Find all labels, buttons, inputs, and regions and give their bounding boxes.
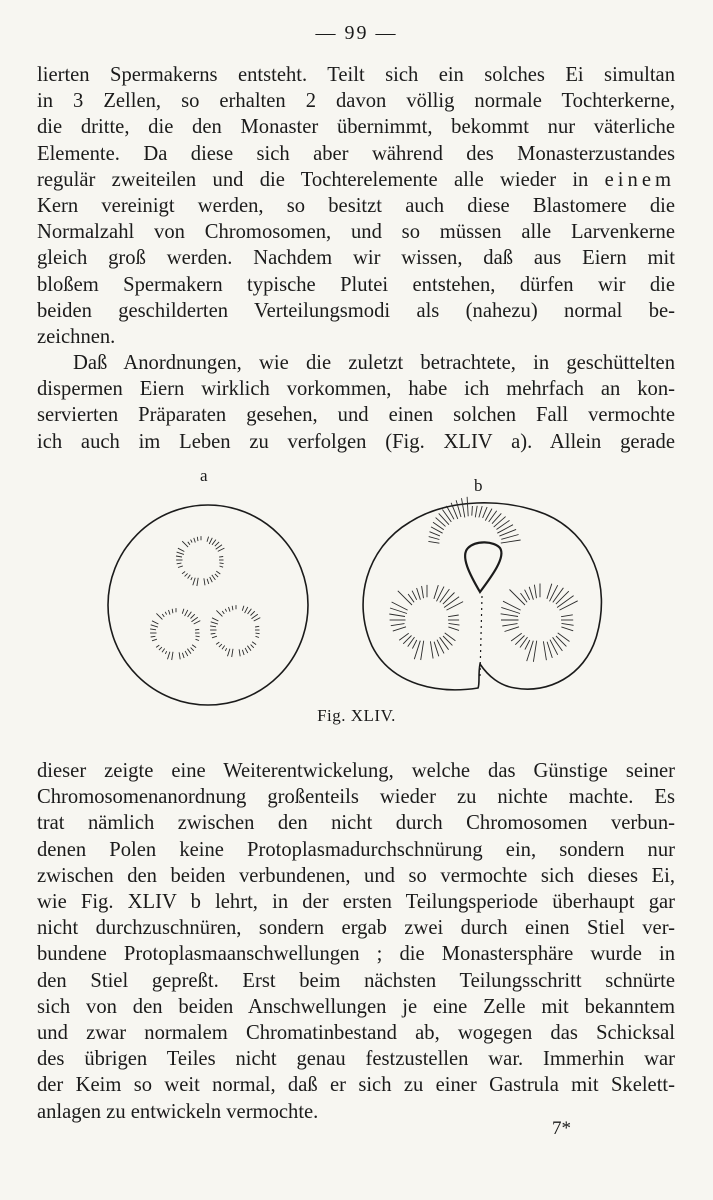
aster-ray	[185, 651, 188, 656]
aster-ray	[245, 648, 248, 653]
text-line: ich auch im Leben zu verfolgen (Fig. XLIV a). Allein gerade	[37, 430, 675, 453]
aster-ray	[239, 649, 240, 656]
aster-ray	[172, 609, 173, 613]
aster-ray	[550, 640, 558, 655]
aster-ray	[462, 498, 465, 517]
aster-ray	[177, 552, 184, 554]
aster-ray	[185, 573, 188, 576]
aster-ray	[229, 607, 231, 612]
aster-ray	[428, 541, 439, 543]
aster-ray	[557, 596, 574, 608]
aster-ray	[547, 584, 552, 599]
aster-ray	[417, 588, 421, 600]
aster-ray	[525, 640, 530, 650]
text-line-segment: regulär zweiteilen und die Tochterelemente alle wieder in	[37, 168, 589, 191]
aster-ray	[245, 607, 248, 613]
text-line: gleich groß werden. Nachdem wir wissen, daß aus Eiern mit	[37, 247, 675, 270]
aster-ray	[434, 585, 438, 599]
aster-ray	[216, 642, 219, 644]
aster-ray	[389, 614, 405, 617]
aster-ray	[502, 624, 517, 626]
aster-ray	[185, 610, 188, 616]
aster-ray	[430, 532, 440, 536]
aster-ray	[192, 617, 198, 622]
figure-label-b: b	[474, 476, 483, 495]
aster-ray	[558, 633, 570, 642]
aster-ray	[194, 538, 196, 543]
aster-ray	[421, 641, 424, 660]
aster-ray	[501, 535, 518, 540]
text-line: sich von den beiden Anschwellungen je eine Zelle mit bekanntem	[37, 995, 675, 1018]
figure-label-a: a	[200, 466, 208, 485]
aster-ray	[553, 637, 563, 651]
text-line: dieser zeigte eine Weiterentwickelung, welche das Günstige seiner	[37, 760, 675, 782]
text-line: in 3 Zellen, so erhalten 2 davon völlig normale Tochterkerne,	[37, 90, 675, 113]
text-line: dispermen Eiern wirklich vorkommen, habe ich mehrfach an kon-	[37, 378, 675, 401]
text-line: bloßem Spermakern typische Plutei entstehen, dürfen wir die	[37, 273, 675, 296]
page-number: — 99 —	[315, 22, 398, 44]
aster-ray	[159, 647, 162, 650]
text-line: bundene Protoplasmaanschwellungen ; die Monastersphäre wurde in	[37, 943, 675, 966]
aster-ray	[151, 636, 156, 637]
aster-ray	[216, 610, 222, 616]
aster-ray	[196, 639, 200, 640]
aster-ray	[182, 572, 185, 574]
aster-ray	[151, 625, 158, 627]
aster-ray	[220, 563, 224, 564]
aster-ray	[391, 624, 405, 626]
aster-ray	[501, 540, 521, 543]
aster-ray	[225, 609, 226, 612]
aster-ray	[191, 540, 193, 543]
aster-ray	[182, 609, 184, 614]
aster-ray	[165, 612, 166, 615]
aster-ray	[222, 646, 225, 650]
aster-ray	[219, 644, 222, 647]
aster-ray	[212, 575, 216, 580]
aster-ray	[215, 574, 218, 577]
aster-ray	[553, 588, 564, 603]
aster-ray	[251, 645, 254, 648]
aster-ray	[165, 651, 166, 654]
aster-ray	[447, 602, 464, 611]
aster-ray	[192, 645, 196, 648]
text-line: Chromosomenanordnung großenteils wieder zu nichte machte. Es	[37, 786, 675, 809]
text-line: anlagen zu entwickeln vermochte.	[37, 1100, 319, 1123]
aster-ray	[448, 615, 459, 617]
text-line: Elemente. Da diese sich aber während des Monasterzustandes	[37, 142, 675, 165]
aster-ray	[207, 537, 209, 542]
aster-ray	[212, 618, 218, 621]
aster-ray	[437, 587, 445, 602]
aster-ray	[178, 566, 183, 568]
aster-ray	[449, 623, 460, 625]
aster-ray	[210, 626, 216, 627]
aster-b-left	[389, 585, 463, 660]
aster-ray	[228, 649, 230, 657]
aster-ray	[188, 542, 190, 545]
text-line: wie Fig. XLIV b lehrt, in der ersten Teilungsperiode überhaupt gar	[37, 891, 675, 914]
aster-ray	[443, 593, 455, 605]
aster-ray	[152, 621, 158, 624]
aster-ray	[467, 497, 468, 517]
aster-ray	[494, 517, 506, 528]
aster-ray	[251, 611, 255, 615]
text-line: trat nämlich zwischen den nicht durch Chromosomen verbun-	[37, 812, 675, 835]
printer-signature: 7*	[552, 1118, 571, 1139]
aster-ray	[156, 645, 159, 647]
aster-ray	[430, 641, 433, 658]
aster-ray	[220, 566, 224, 567]
aster-ray	[162, 649, 165, 653]
aster-ray	[472, 506, 473, 516]
aster-ray	[398, 591, 412, 605]
aster-ray	[529, 587, 533, 600]
aster-ray	[196, 636, 200, 637]
aster-ray	[252, 642, 256, 645]
aster-ray	[212, 636, 217, 638]
text-line: nicht durchzuschnüren, sondern ergab zwei durch einen Stiel ver-	[37, 917, 675, 940]
aster-ray	[444, 597, 459, 608]
aster-ray	[242, 650, 244, 655]
aster-ray	[222, 611, 224, 614]
aster-ray	[176, 556, 182, 557]
aster-ray	[168, 652, 170, 660]
aster-ray	[204, 578, 205, 585]
aster-ray	[255, 626, 259, 627]
aster-ray	[248, 609, 252, 614]
aster-ray	[533, 641, 536, 662]
aster-ray	[191, 648, 194, 651]
aster-ray	[543, 641, 546, 660]
aster-ray	[191, 614, 195, 618]
aster-ray	[225, 648, 226, 651]
aster-ray	[178, 548, 184, 551]
aster-ray	[254, 618, 261, 621]
aster-ray	[211, 622, 218, 624]
aster-ray	[212, 540, 216, 545]
aster-ray	[242, 606, 244, 611]
aster-ray	[547, 642, 552, 658]
aster-ray	[182, 653, 184, 658]
aster-ray	[150, 629, 156, 630]
aster-ray	[218, 548, 225, 551]
text-line: den Stiel gepreßt. Erst beim nächsten Teilungsschritt schnürte	[37, 969, 675, 992]
aster-ray	[197, 537, 198, 541]
aster-ray	[219, 557, 223, 558]
aster-ray	[475, 506, 477, 518]
text-line: lierten Spermakerns entsteht. Teilt sich ein solches Ei simultan	[37, 64, 675, 86]
aster-ray	[188, 612, 192, 617]
aster-ray	[412, 591, 417, 600]
text-line: und zwar normalem Chromatinbestand ab, wogegen das Schicksal	[37, 1022, 675, 1045]
aster-ray	[193, 578, 195, 586]
aster-ray	[252, 614, 258, 619]
aster-b-right	[501, 584, 578, 662]
aster-ray	[483, 507, 488, 518]
aster-ray	[172, 652, 173, 660]
aster-ray	[561, 627, 573, 631]
aster-ray	[207, 579, 209, 584]
aster-ray	[162, 614, 164, 617]
aster-ray	[439, 513, 449, 524]
aster-ray	[177, 563, 182, 564]
aster-ray	[215, 542, 219, 546]
aster-ray	[256, 633, 260, 634]
aster-ray	[525, 590, 530, 600]
aster-ray	[479, 506, 482, 517]
text-line: zwischen den beiden verbundenen, und so vermochte sich dieses Ei,	[37, 864, 675, 887]
aster-ray	[247, 646, 251, 651]
text-line: des übrigen Teiles nicht genau festzustellen war. Immerhin war	[37, 1048, 675, 1071]
figure-b-egg	[363, 497, 601, 690]
text-line: Normalzahl von Chromosomen, und so müssen alle Larvenkerne	[37, 221, 675, 244]
aster-ray	[210, 577, 213, 582]
aster-ray	[216, 571, 220, 574]
text-line: Kern vereinigt werden, so besitzt auch diese Blastomere die	[37, 195, 675, 218]
aster-ray	[448, 627, 459, 631]
aster-ray	[232, 649, 233, 657]
text-line: Daß Anordnungen, wie die zuletzt betrachtete, in geschüttelten	[73, 352, 675, 374]
paragraph-3	[37, 758, 675, 1125]
spaced-word: einem	[604, 168, 675, 191]
aster-ray	[561, 615, 573, 617]
aster-ray	[505, 627, 520, 632]
aster-ray	[191, 577, 192, 580]
aster-ray	[179, 652, 180, 659]
aster-ray	[187, 649, 191, 654]
aster-ray	[216, 545, 222, 550]
text-line: der Keim so weit normal, daß er sich zu einer Gastrula mit Skelett-	[37, 1074, 675, 1097]
aster-ray	[188, 575, 191, 579]
aster-ray	[412, 640, 416, 649]
aster-ray	[422, 586, 424, 598]
aster-ray	[510, 590, 526, 606]
aster-ray	[182, 541, 188, 547]
figure-a-egg	[108, 505, 308, 705]
aster-ray	[501, 614, 518, 617]
text-line: denen Polen keine Protoplasmadurchschnürung ein, sondern nur	[37, 838, 675, 861]
aster-ray	[232, 606, 233, 610]
aster-ray	[408, 594, 414, 602]
aster-ray	[156, 613, 162, 619]
text-line: zeichnen.	[37, 326, 116, 349]
aster-ray	[169, 610, 171, 615]
aster-ray	[562, 623, 574, 625]
aster-ray	[195, 629, 199, 630]
aster-ray	[211, 633, 216, 634]
aster-ray	[534, 585, 536, 599]
figure-caption: Fig. XLIV.	[317, 706, 396, 725]
aster-left	[150, 608, 200, 660]
aster-ray	[194, 621, 201, 624]
aster-ray	[456, 500, 461, 517]
aster-ray	[152, 639, 157, 641]
aster-top	[176, 536, 224, 586]
text-line: die dritte, die den Monaster übernimmt, bekommt nur väterliche	[37, 116, 675, 139]
text-line: servierten Präparaten gesehen, und einen solchen Fall vermochte	[37, 404, 675, 427]
aster-ray	[560, 601, 578, 610]
aster-ray	[256, 636, 260, 637]
aster-ray	[429, 537, 440, 540]
aster-ray	[209, 538, 212, 544]
aster-right	[210, 605, 260, 657]
egg-outline-a	[108, 505, 308, 705]
aster-ray	[556, 591, 569, 604]
aster-ray	[197, 578, 198, 586]
aster-ray	[434, 642, 439, 657]
aster-ray	[393, 627, 406, 631]
text-line: beiden geschilderten Verteilungsmodi als (nahezu) normal be-	[37, 299, 675, 322]
protoplasm-stalk-loop	[465, 542, 501, 592]
